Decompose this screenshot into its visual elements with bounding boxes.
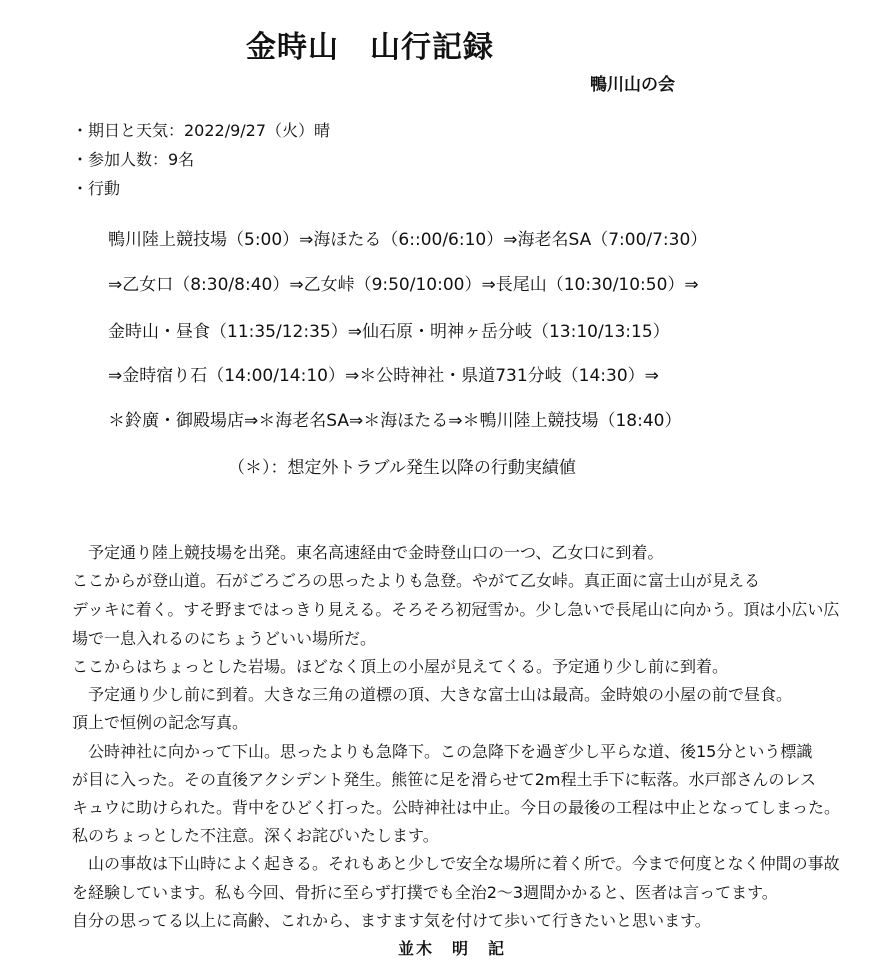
action-heading: ・行動 [72, 179, 121, 198]
body-line: を経験しています。私も今回、骨折に至らず打撲でも全治2〜3週間かかると、医者は言ってます。 [72, 883, 778, 902]
route-line: ⇒金時宿り石（14:00/14:10）⇒＊公時神社・県道731分岐（14:30）⇒ [108, 366, 659, 386]
document-title: 金時山 山行記録 [246, 30, 494, 65]
body-line: 頂上で恒例の記念写真。 [72, 713, 249, 732]
body-line: 私のちょっとした不注意。深くお詫びいたします。 [72, 826, 439, 845]
body-line: が目に入った。その直後アクシデント発生。熊笹に足を滑らせて2m程土手下に転落。水戸部さんのレス [72, 770, 817, 789]
body-line: 予定通り陸上競技場を出発。東名高速経由で金時登山口の一つ、乙女口に到着。 [72, 543, 664, 562]
body-line: 自分の思ってる以上に高齢、これから、ますます気を付けて歩いて行きたいと思います。 [72, 911, 711, 930]
body-line: 山の事故は下山時によく起きる。それもあと少しで安全な場所に着く所で。今まで何度となく仲間の事故 [72, 854, 840, 873]
body-line: 場で一息入れるのにちょうどいい場所だ。 [72, 629, 377, 648]
organization-name: 鴨川山の会 [590, 75, 675, 95]
body-line: 予定通り少し前に到着。大きな三角の道標の頂、大きな富士山は最高。金時娘の小屋の前で昼食。 [72, 685, 793, 704]
route-line: 鴨川陸上競技場（5:00）⇒海ほたる（6::00/6:10）⇒海老名SA（7:00/7:30） [108, 230, 708, 250]
body-line: ここからはちょっとした岩場。ほどなく頂上の小屋が見えてくる。予定通り少し前に到着。 [72, 657, 729, 676]
body-line: 公時神社に向かって下山。思ったよりも急降下。この急降下を過ぎ少し平らな道、後15分という標識 [72, 742, 813, 761]
date-weather-line: ・期日と天気：2022/9/27（火）晴 [72, 121, 331, 140]
route-line: ＊鈴廣・御殿場店⇒＊海老名SA⇒＊海ほたる⇒＊鴨川陸上競技場（18:40） [108, 411, 682, 431]
body-line: ここからが登山道。石がごろごろの思ったよりも急登。やがて乙女峠。真正面に富士山が見える [72, 571, 761, 590]
route-line: ⇒乙女口（8:30/8:40）⇒乙女峠（9:50/10:00）⇒長尾山（10:30/10:50）⇒ [108, 275, 699, 295]
participants-line: ・参加人数：9名 [72, 150, 195, 169]
body-line: デッキに着く。すそ野まではっきり見える。そろそろ初冠雪か。少し急いで長尾山に向かう。頂は小広い広 [72, 600, 840, 619]
route-footnote: （＊）：想定外トラブル発生以降の行動実績値 [228, 458, 576, 478]
route-line: 金時山・昼食（11:35/12:35）⇒仙石原・明神ヶ岳分岐（13:10/13:15） [108, 322, 670, 342]
signature: 並木 明 記 [398, 939, 507, 958]
body-line: キュウに助けられた。背中をひどく打った。公時神社は中止。今日の最後の工程は中止となってしまった。 [72, 798, 841, 817]
